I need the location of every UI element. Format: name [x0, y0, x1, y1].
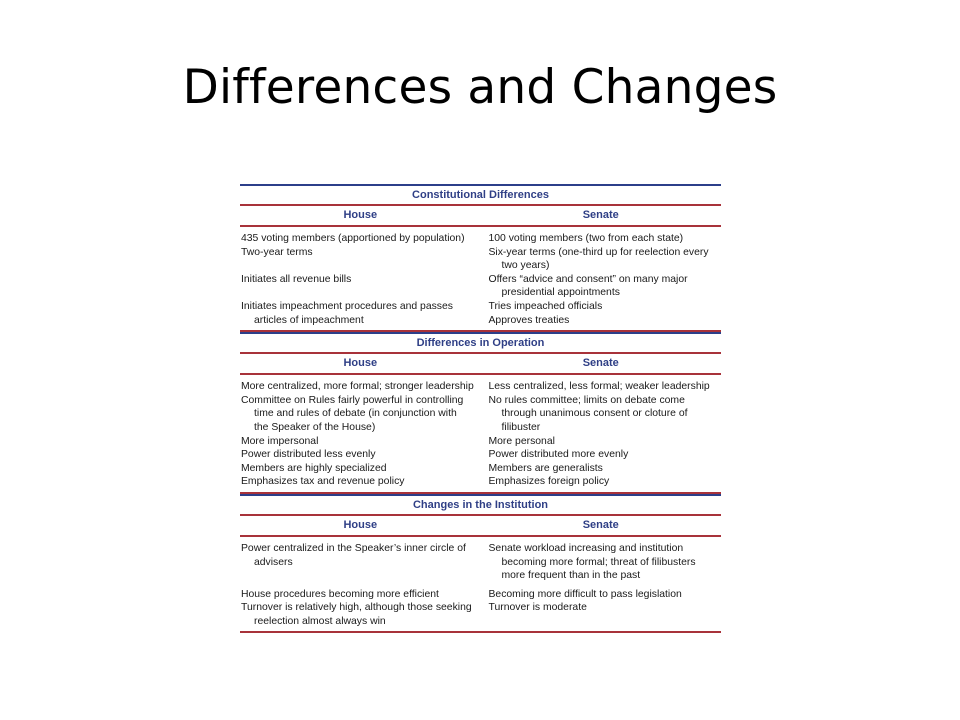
cell-line: Members are highly specialized	[241, 462, 387, 474]
column-header-row	[240, 354, 721, 375]
table-row	[240, 300, 721, 327]
table-section	[240, 494, 721, 634]
senate-cell	[481, 435, 722, 449]
column-header-row	[240, 516, 721, 537]
cell-line: Offers “advice and consent” on many major	[488, 273, 688, 285]
section-title: Differences in Operation	[240, 332, 721, 354]
cell-line: More centralized, more formal; stronger leadership	[241, 381, 474, 393]
cell-line: Two-year terms	[241, 246, 313, 258]
cell-line: Initiates all revenue bills	[241, 273, 352, 285]
cell-line: 100 voting members (two from each state)	[488, 233, 684, 244]
senate-cell	[481, 448, 722, 462]
table-row	[240, 542, 721, 583]
cell-line: Power centralized in the Speaker’s inner circle of	[241, 542, 466, 554]
cell-line: advisers	[254, 556, 293, 568]
house-cell	[240, 300, 481, 327]
table-row	[240, 588, 721, 602]
cell-line: Six-year terms (one-third up for reelection every	[488, 246, 709, 258]
column-header-house: House	[343, 357, 378, 370]
senate-cell	[481, 380, 722, 394]
cell-line: the Speaker of the House)	[254, 421, 376, 433]
cell-line: through unanimous consent or cloture of	[501, 408, 688, 420]
cell-line: More personal	[488, 435, 555, 447]
section-title: Changes in the Institution	[240, 494, 721, 516]
house-cell	[240, 273, 481, 300]
section-rows	[240, 227, 721, 332]
comparison-table	[240, 184, 721, 633]
cell-line: Committee on Rules fairly powerful in controlling	[241, 394, 464, 406]
cell-line: Becoming more difficult to pass legislation	[488, 588, 682, 600]
column-header-house: House	[343, 518, 378, 531]
section-rows	[240, 375, 721, 494]
column-header-senate: Senate	[582, 518, 619, 531]
house-cell	[240, 588, 481, 602]
senate-cell	[481, 588, 722, 602]
cell-line: Members are generalists	[488, 462, 603, 474]
column-header-senate: Senate	[582, 357, 619, 370]
cell-line: reelection almost always win	[254, 615, 386, 627]
table-section	[240, 332, 721, 494]
house-cell	[240, 435, 481, 449]
cell-line: Power distributed more evenly	[488, 449, 629, 461]
table-row	[240, 475, 721, 489]
column-header-senate: Senate	[582, 209, 619, 221]
senate-cell	[481, 462, 722, 476]
cell-line: two years)	[501, 260, 550, 272]
slide-title: Differences and Changes	[182, 60, 778, 115]
cell-line: time and rules of debate (in conjunction with	[254, 408, 457, 420]
senate-cell	[481, 542, 722, 583]
section-title: Constitutional Differences	[240, 184, 721, 206]
cell-line: No rules committee; limits on debate come	[488, 394, 685, 406]
cell-line: Tries impeached officials	[488, 300, 603, 312]
house-cell	[240, 380, 481, 394]
cell-line: becoming more formal; threat of filibusters	[501, 556, 696, 568]
cell-line: Initiates impeachment procedures and passes	[241, 300, 453, 312]
column-header-row	[240, 206, 721, 227]
senate-cell	[481, 232, 722, 246]
cell-line: Emphasizes foreign policy	[488, 476, 610, 488]
table-row	[240, 448, 721, 462]
house-cell	[240, 601, 481, 628]
senate-cell	[481, 601, 722, 628]
table-row	[240, 246, 721, 273]
table-row	[240, 394, 721, 435]
house-cell	[240, 394, 481, 435]
table-row	[240, 601, 721, 628]
cell-line: Less centralized, less formal; weaker leadership	[488, 381, 710, 393]
cell-line: Approves treaties	[488, 314, 570, 326]
house-cell	[240, 448, 481, 462]
cell-line: More impersonal	[241, 435, 319, 447]
house-cell	[240, 232, 481, 246]
table-row	[240, 435, 721, 449]
table-row	[240, 232, 721, 246]
cell-line: filibuster	[501, 421, 541, 433]
table-section	[240, 184, 721, 332]
column-header-house: House	[343, 209, 378, 221]
cell-line: articles of impeachment	[254, 314, 364, 326]
cell-line: 435 voting members (apportioned by population)	[241, 233, 465, 244]
senate-cell	[481, 246, 722, 273]
cell-line: more frequent than in the past	[501, 570, 641, 582]
cell-line: Senate workload increasing and institution	[488, 542, 684, 554]
section-rows	[240, 537, 721, 634]
cell-line: House procedures becoming more efficient	[241, 588, 439, 600]
senate-cell	[481, 394, 722, 435]
senate-cell	[481, 273, 722, 300]
table-row	[240, 273, 721, 300]
house-cell	[240, 462, 481, 476]
house-cell	[240, 542, 481, 583]
cell-line: presidential appointments	[501, 287, 620, 299]
house-cell	[240, 475, 481, 489]
senate-cell	[481, 475, 722, 489]
senate-cell	[481, 300, 722, 327]
cell-line: Power distributed less evenly	[241, 449, 376, 461]
table-row	[240, 462, 721, 476]
house-cell	[240, 246, 481, 273]
table-row	[240, 380, 721, 394]
cell-line: Turnover is moderate	[488, 602, 587, 614]
cell-line: Emphasizes tax and revenue policy	[241, 476, 405, 488]
cell-line: Turnover is relatively high, although those seeking	[241, 602, 472, 614]
